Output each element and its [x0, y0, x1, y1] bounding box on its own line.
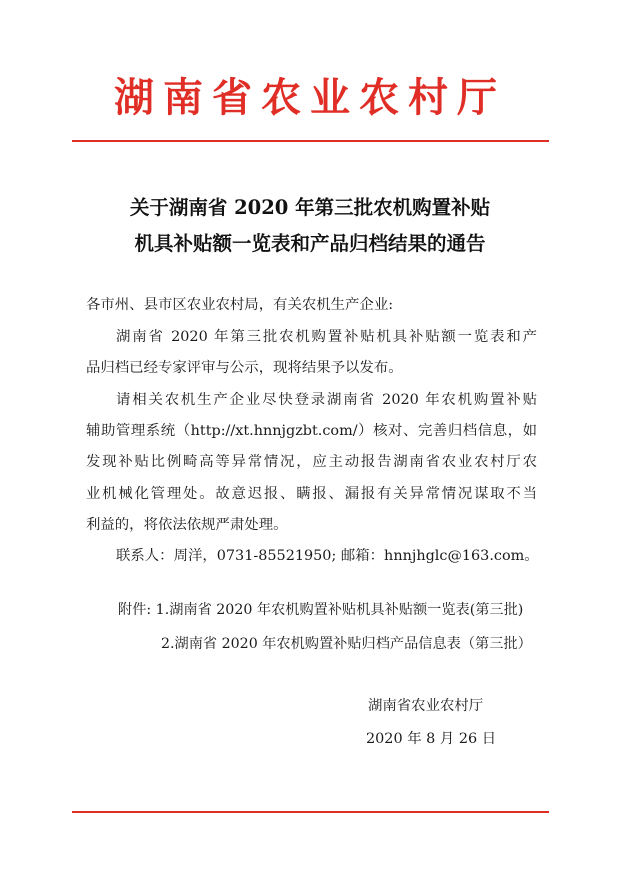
notice-title-line-2: 机具补贴额一览表和产品归档结果的通告 [134, 232, 486, 255]
org-header-title: 湖南省农业农村厅 [114, 74, 506, 121]
paragraph-2-line-1: 请相关农机生产企业尽快登录湖南省 2020 年农机购置补贴 [116, 392, 537, 408]
paragraph-2-line-3: 发现补贴比例畸高等异常情况，应主动报告湖南省农业农村厅农 [86, 454, 537, 470]
notice-title-line-1: 关于湖南省 2020 年第三批农机购置补贴 [129, 196, 491, 219]
footer-red-rule [72, 811, 549, 813]
attachment-1: 附件: 1.湖南省 2020 年农机购置补贴机具补贴额一览表(第三批) [118, 602, 524, 618]
header-red-rule [72, 140, 549, 142]
signature-org: 湖南省农业农村厅 [368, 698, 484, 714]
contact-line: 联系人：周洋，0731-85521950; 邮箱：hnnjhglc@163.com。 [116, 548, 539, 564]
paragraph-2-line-5: 利益的，将依法依规严肃处理。 [86, 517, 288, 533]
paragraph-2-line-4: 业机械化管理处。故意迟报、瞒报、漏报有关异常情况谋取不当 [86, 486, 537, 502]
paragraph-1-line-2: 品归档已经专家评审与公示，现将结果予以发布。 [86, 360, 403, 376]
signature-date: 2020 年 8 月 26 日 [366, 731, 497, 747]
attachment-2: 2.湖南省 2020 年农机购置补贴归档产品信息表（第三批） [161, 636, 532, 652]
addressee-line: 各市州、县市区农业农村局，有关农机生产企业: [86, 297, 394, 313]
paragraph-1-line-1: 湖南省 2020 年第三批农机购置补贴机具补贴额一览表和产 [116, 329, 537, 345]
paragraph-2-line-2: 辅助管理系统（http://xt.hnnjgzbt.com/）核对、完善归档信息，如 [86, 423, 537, 439]
